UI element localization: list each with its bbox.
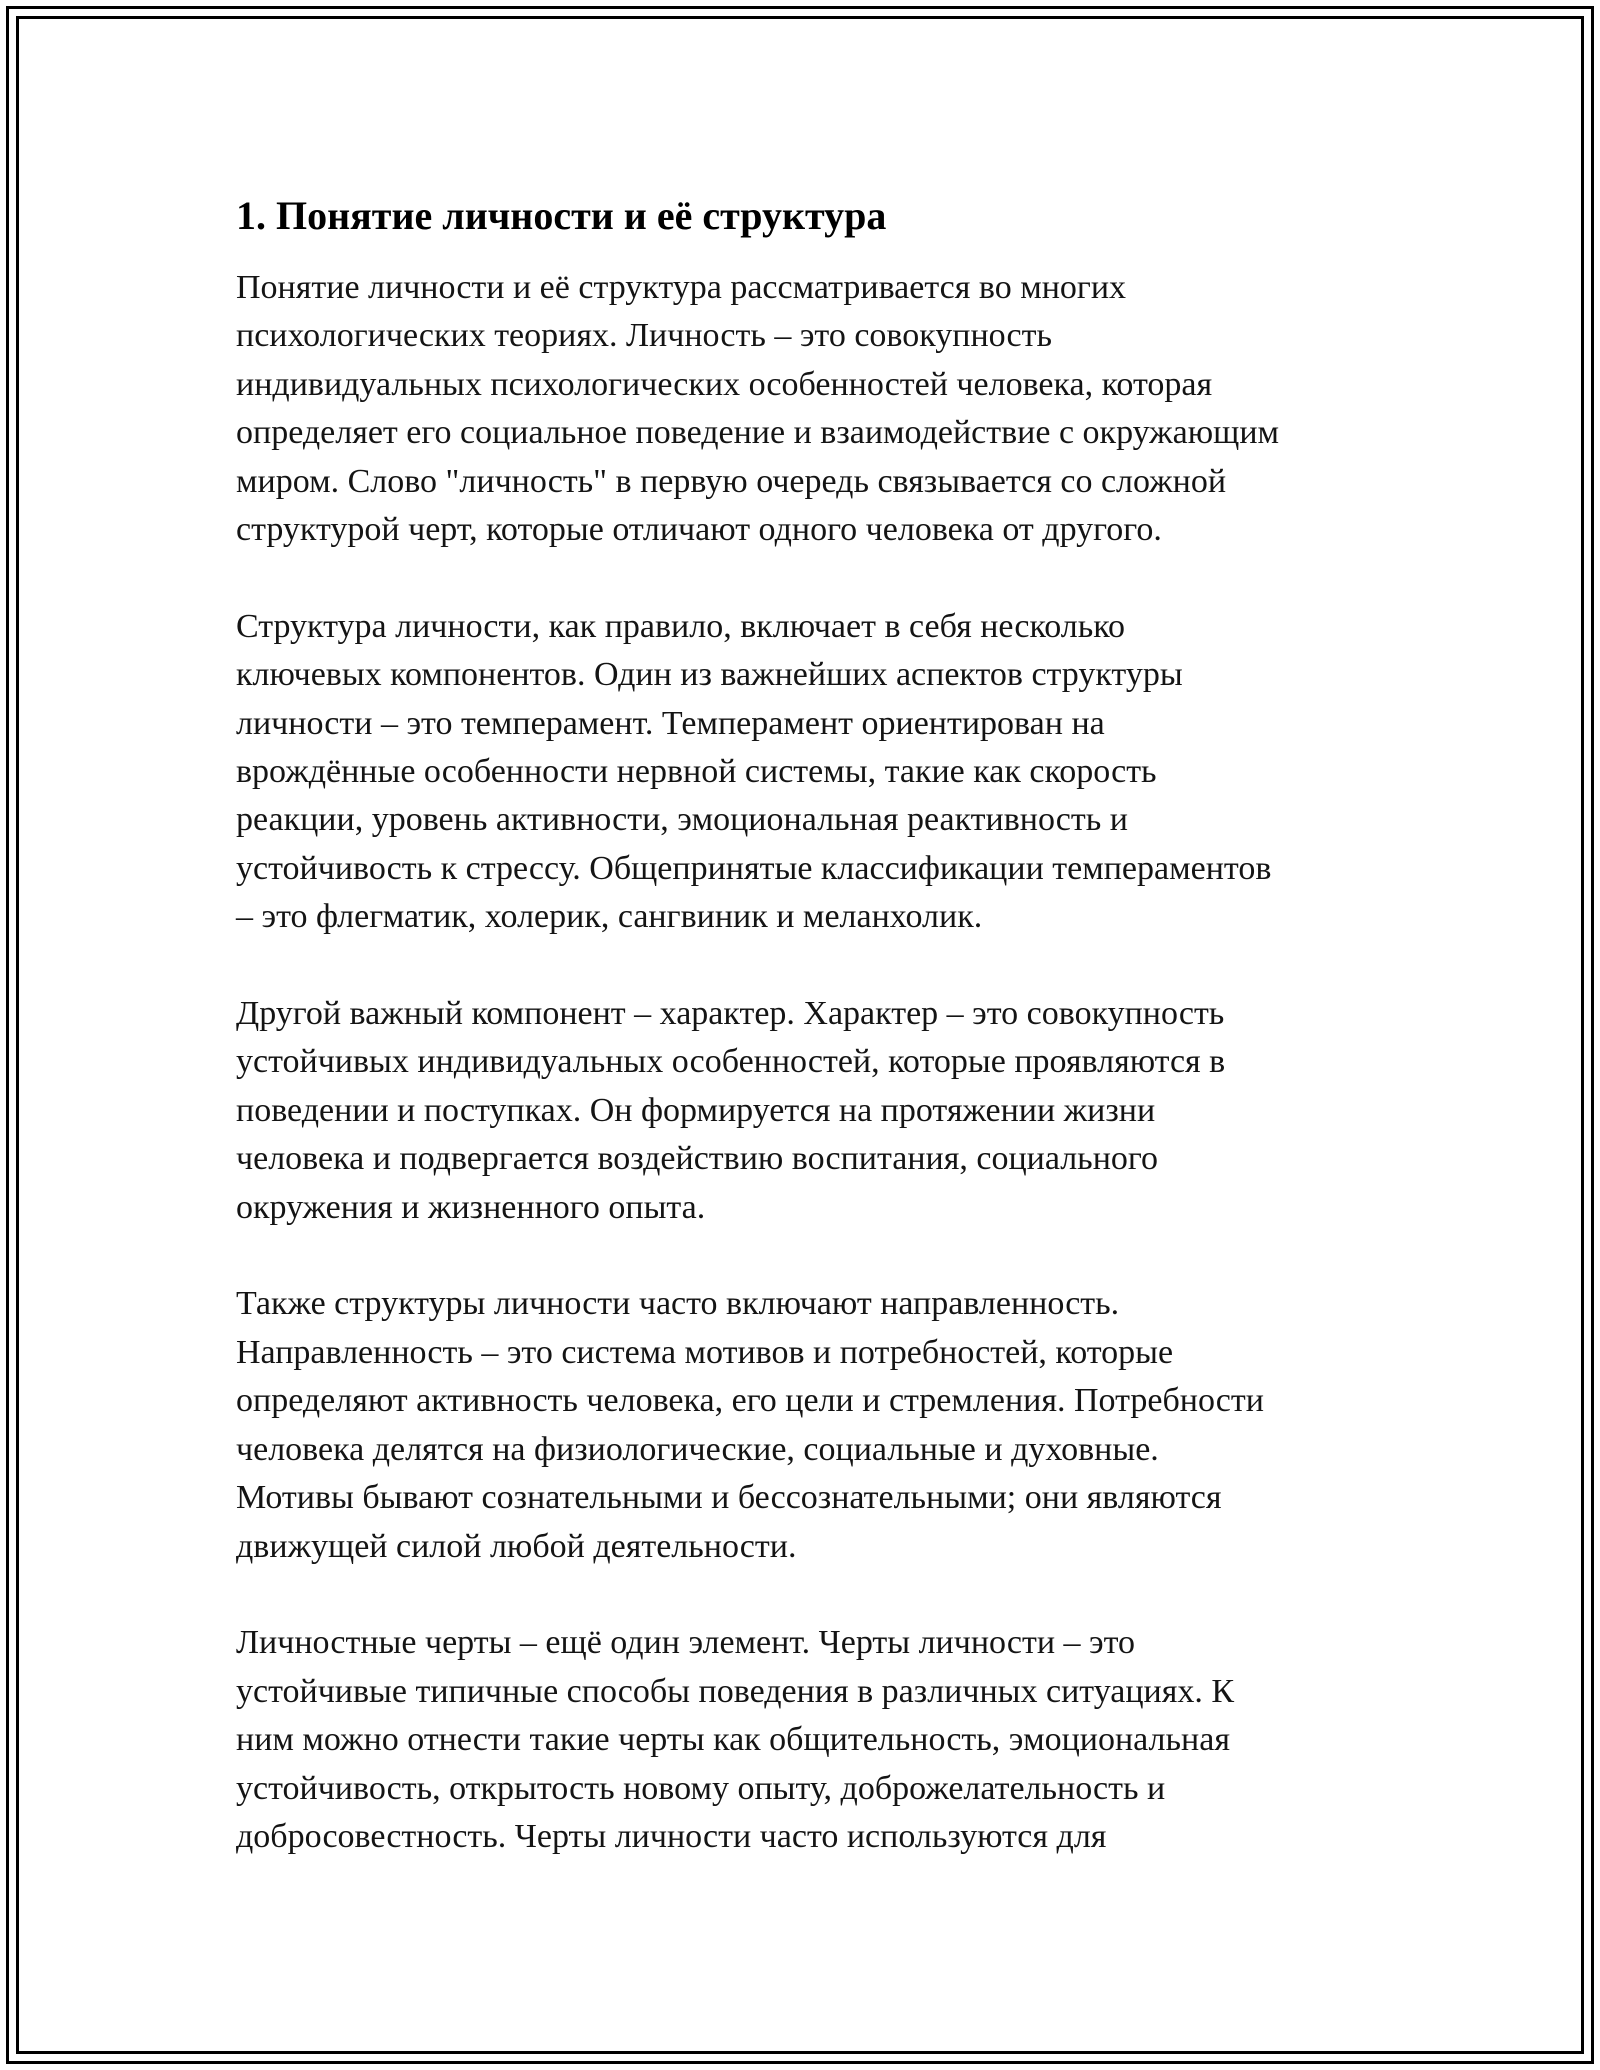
text-line: Мотивы бывают сознательными и бессознательными; они являются [236, 1479, 1222, 1517]
section-heading: 1. Понятие личности и её структура [236, 193, 887, 238]
text-line: устойчивые типичные способы поведения в различных ситуациях. К [236, 1672, 1235, 1710]
document-body [236, 188, 1386, 1861]
text-line: человека делятся на физиологические, социальные и духовные. [236, 1430, 1159, 1468]
text-line: устойчивых индивидуальных особенностей, которые проявляются в [236, 1043, 1226, 1081]
paragraph-spacer [236, 1232, 1386, 1280]
text-line: индивидуальных психологических особенностей человека, которая [236, 365, 1213, 403]
text-line: человека и подвергается воздействию воспитания, социального [236, 1140, 1158, 1178]
paragraph-spacer [236, 942, 1386, 990]
text-line: ним можно отнести такие черты как общительность, эмоциональная [236, 1721, 1230, 1759]
text-line: определяют активность человека, его цели и стремления. Потребности [236, 1382, 1264, 1420]
text-line: Понятие личности и её структура рассматривается во многих [236, 269, 1127, 306]
text-line: движущей силой любой деятельности. [236, 1527, 797, 1565]
text-line: поведении и поступках. Он формируется на протяжении жизни [236, 1091, 1156, 1129]
text-line: психологических теориях. Личность – это совокупность [236, 317, 1052, 355]
paragraph-spacer [236, 554, 1386, 602]
text-line: определяет его социальное поведение и взаимодействие с окружающим [236, 414, 1280, 452]
paragraph-character [236, 990, 1386, 1232]
text-line: ключевых компонентов. Один из важнейших аспектов структуры [236, 656, 1183, 694]
text-line: Направленность – это система мотивов и потребностей, которые [236, 1333, 1174, 1371]
text-line: реакции, уровень активности, эмоциональная реактивность и [236, 801, 1128, 839]
text-line: врождённые особенности нервной системы, такие как скорость [236, 753, 1157, 791]
text-line: устойчивость к стрессу. Общепринятые классификации темпераментов [236, 849, 1272, 887]
text-line: Также структуры личности часто включают направленность. [236, 1285, 1120, 1323]
text-line: личности – это темперамент. Темперамент ориентирован на [236, 704, 1105, 742]
text-line: Личностные черты – ещё один элемент. Черты личности – это [236, 1624, 1136, 1662]
paragraph-orientation [236, 1280, 1386, 1570]
paragraph-temperament [236, 603, 1386, 942]
text-line: добросовестность. Черты личности часто используются для [236, 1817, 1107, 1855]
text-line: Структура личности, как правило, включает в себя несколько [236, 607, 1126, 645]
text-line: миром. Слово "личность" в первую очередь связывается со сложной [236, 462, 1227, 500]
paragraph-traits [236, 1619, 1386, 1861]
paragraph-definition [236, 264, 1386, 554]
paragraph-spacer [236, 1571, 1386, 1619]
text-line: Другой важный компонент – характер. Характер – это совокупность [236, 995, 1225, 1033]
text-line: структурой черт, которые отличают одного человека от другого. [236, 511, 1162, 549]
text-line: устойчивость, открытость новому опыту, доброжелательность и [236, 1769, 1166, 1807]
text-line: окружения и жизненного опыта. [236, 1188, 706, 1226]
text-line: – это флегматик, холерик, сангвиник и меланхолик. [236, 898, 983, 936]
